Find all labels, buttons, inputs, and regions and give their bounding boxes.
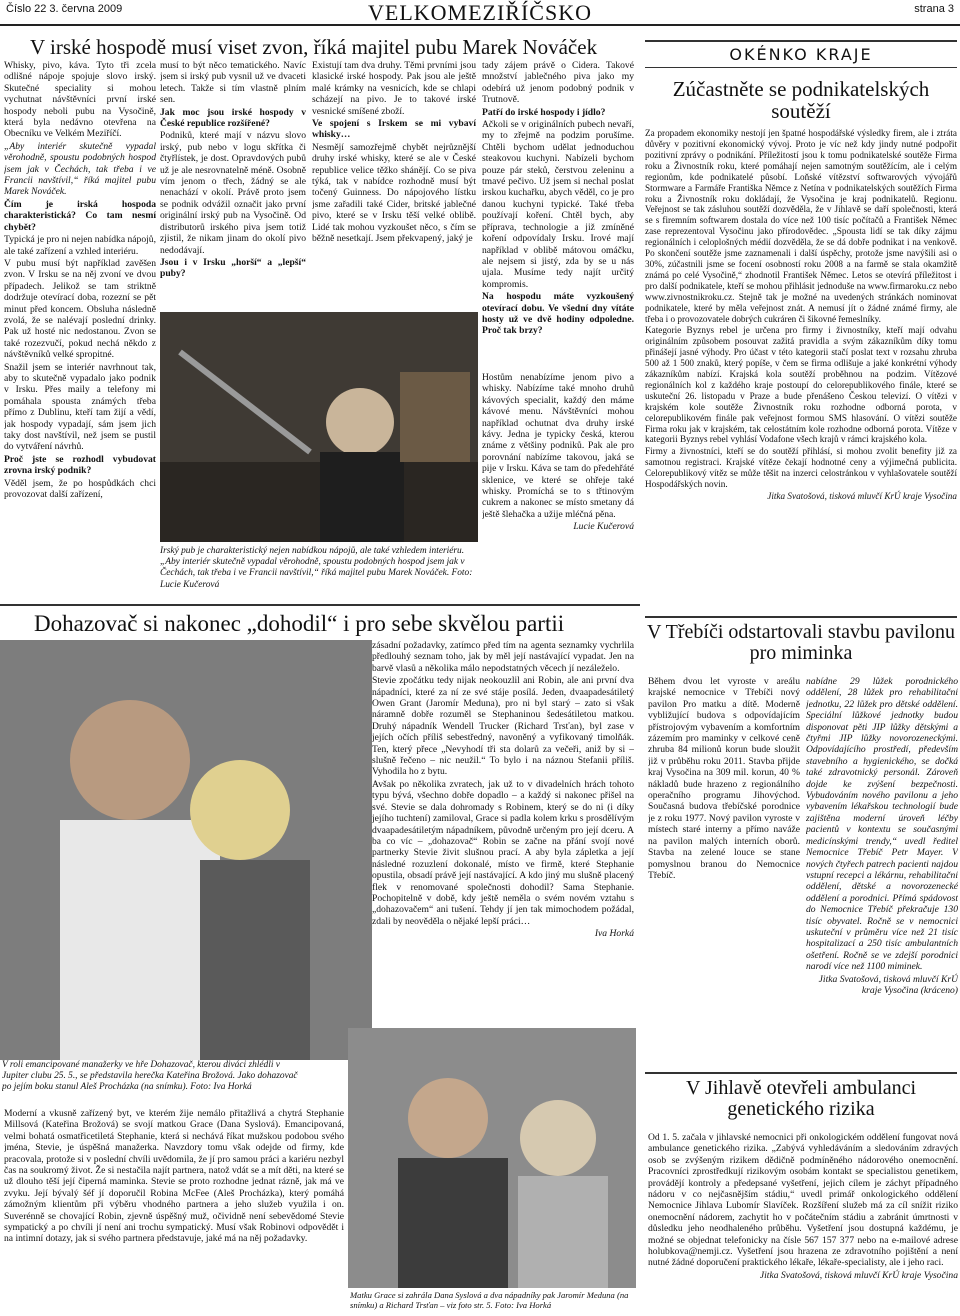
section-divider — [0, 604, 640, 606]
paragraph: Moderní a vkusně zařízený byt, ve kterém žije nemálo přitažlivá a chytrá Stephanie Millsová (Kateřina Brožová) se svojí matkou Grace (Dana Syslová). Emancipovaná, velmi bohatá osmatřicetiletá Stephanie, která si nechává říkat mužskou podobou svého jména, Stevie, je úspěšná manažerka. Navzdory tomu však odejde od firmy, kde pracovala, protože si v poslední chvíli uvědomila, že jí pro samou práci a kariéru nezbyl čas na soukromý život. Že si nestačila najít partnera, natož vdát se a mít děti, na které se už dlouho těší její čiperná maminka. Stevie se proto rozhodne jednat rázně, jak má ve zvyku. Její bývalý šéf jí doporučil Robina McFee (Aleš Procházka), který pomáhá zámožným klientům při výběru vhodného partnera a jeho služeb využila i on. Suverénně se chovající Robin, zjevně úspěšný muž, očividně není sebevědomé Stevie sympatický a po chvíli jí není ani trochu sympatický. Musí však Robinovi odpovědět i na intimní dotazy, jak si svého partnera představuje, jaké má na něj požadavky. — [4, 1108, 344, 1245]
paragraph: musí to být něco tematického. Navíc jsem si irský pub vysnil už ve dvaceti letech. Takže si tím vlastně plním sen. — [160, 60, 306, 106]
pub-interior-photo — [160, 312, 478, 542]
trebic-column-left — [648, 676, 800, 1056]
dohazovac-caption-2: Matku Grace si zahrála Dana Syslová a dva nápadníky pak Jaromír Meduna (na snímku) a Richard Trsťan – viz foto str. 5. Foto: Iva Horká — [350, 1290, 629, 1311]
pub-photo-caption: Irský pub je charakteristický nejen nabídkou nápojů, ale také vzhledem interiéru. „Aby interiér skutečně vypadal věrohodně, spoustu podobných hospod jsem jak v Čechách, tak třeba i ve Francii navštívil,“ říká majitel pubu Marek Nováček. Foto: Lucie Kučerová — [160, 546, 473, 590]
paragraph: Snažil jsem se interiér navrhnout tak, aby to skutečně vypadalo jako podnik v Irsku. Přes maily a telefony mi pomáhala spousta známých třeba přímo z Dublinu, kteří tam žijí a vědí, jak hospody vypadají, sám jsem jich taky dost navštívil, než jsem se pustil do vytváření návrhů. — [4, 361, 156, 453]
okenko-label: OKÉNKO KRAJE — [645, 40, 957, 68]
paragraph: nabídne 29 lůžek porodnického oddělení, 28 lůžek pro rehabilitační jednotku, 22 lůžek pro dětské oddělení. Speciální lůžkové jednotky budou disponovat pěti JIP lůžky dětskými a čtyřmi JIP lůžky novorozeneckými. Odpovídajícího prostředí, především stavebního a hygienického, se dočká také zdravotnický personál. Zároveň dojde ke zvýšení bezpečnosti. Vybudováním nového pavilonu a jeho vybavením lékařskou technologií bude zajištěna moderní úroveň léčby pacientů v kontextu se současnými medicínskými trendy,“ uvedl ředitel Nemocnice Třebíč Petr Mayer. V nových čtyřech patrech pacienti najdou vstupní recepci a lékárnu, rehabilitační oddělení, dětské a novorozenecké oddělení a porodnici. Přímá spádovost do Nemocnice Třebíč překračuje 130 tisíc obyvatel. Ročně se v nemocnici uskuteční v průměru více než 21 tisíc hospitalizací a 250 tisíc ambulantních ošetření. Ročně se ve zdejší porodnici narodí více než 1100 miminek. — [806, 676, 958, 973]
paragraph: V pubu musí být například zavěšen zvon. V Irsku se na něj zvoní ve dvou případech. Jelikož se tam striktně dodržuje otevírací doba, rozezní se pět minut před koncem. Obsluha následně zvolá, že se nalévají poslední drinky. Pak už hosté nic nedostanou. Zvon se také rozezvučí, pokud nechá někdo z návštěvníků velké spropitné. — [4, 257, 156, 361]
paragraph: Kategorie Byznys rebel je určena pro firmy i živnostníky, kteří mají odvahu originálním způsobem posouvat zažitá pravidla a svým zákazníkům díky tomu přinášejí jasné výhody. Pro účast v této kategorii stačí poslat text v rozsahu zhruba 500 až 1 500 znaků, který popíše, v čem se firma odlišuje a jaké konkrétní výhody zákazníkům nabízí. Krajská kola soutěží proběhnou na podzim. Vítězové regionálních kol z každého kraje postoupí do celorepublikového finále, které se uskuteční 26. listopadu v Praze a bude přenášeno Českou televizí. O vítězi v krajském kole soutěže Živnostník roku rozhodne odborná porota, v celorepublikovém finále pak veřejnost formou SMS hlasování. O vítězi soutěže Firma roku jak v krajském, tak celostátním kole rozhodne odborná porota. Vítěze v kategorii Byznys rebel vyhlásí Vodafone všech krajů v rámci krajského kola. — [645, 325, 957, 445]
paragraph: Ačkoli se v originálních pubech nevaří, my to zřejmě na podzim porušíme. Chtěli bychom udělat jednoduchou steakovou kuchyni. Nabízeli bychom pouze pár steků, čerstvou zeleninu a tmavé pečivo. Už jsem si nechal poslat irskou kuchařku, abych věděl, co je pro danou kuchyni typické. Také třeba používají koření. Chtěl bych, aby příprava, technologie a již zmíněné koření odpovídaly Irsku. Irové mají například v oblibě mátovou omáčku, ale nejsem si jistý, zda by se u nás ujala. Musíme tedy najít určitý kompromis. — [482, 119, 634, 290]
dohazovac-photo-1 — [0, 640, 372, 1060]
paragraph: Whisky, pivo, káva. Tyto tři zcela odlišné nápoje spojuje slovo irský. Skutečné speciality si mohou vychutnat návštěvníci první irské hospody neboli pubu na Vysočině, která byla nedávno otevřena na Obecníku ve Velkém Meziříčí. — [4, 60, 156, 140]
question: Proč jste se rozhodl vybudovat zrovna irský podnik? — [4, 453, 156, 477]
pub-column-3 — [312, 60, 476, 310]
okenko-headline: Zúčastněte se podnikatelských soutěží — [672, 77, 930, 124]
okenko-body — [645, 128, 957, 568]
question: Jsou i v Irsku „horší“ a „lepší“ puby? — [160, 256, 306, 280]
page-header — [0, 0, 960, 26]
paragraph: tady zájem právě o Cidera. Takové množství jablečného piva jako my odebírá už jenom podobný podnik v Trutnově. — [482, 60, 634, 106]
paragraph: Nesmějí samozřejmě chybět nejrůznější druhy irské whisky, které se ale v České republice velice těžko shánějí. Co se piva týká, tak v nabídce rozhodně musí být točený Guinness. Do nápojového lístku jsme zařadili také Cider, britské jablečné pivo, které se v Irsku těší velké oblibě. Lidé tak mohou vyzkoušet něco, s čím se běžně nesetkají. Jsem překvapený, jaký je — [312, 141, 476, 245]
paragraph: Hostům nenabízíme jenom pivo a whisky. Nabízíme také mnoho druhů kávových specialit, každý den máme kávové menu. Návštěvníci mohou například ochutnat dva druhy irské kávy. Jedna je typicky česká, kterou známe z většiny podniků. Pak ale pro porovnání nabízíme takovou, jaká se pije v Irsku. Káva se tam do předehřáté sklenice, ve které se ohřeje také whisky. Promíchá se to s třtinovým cukrem a nakonec se místo smetany dá ještě šlehačka a užije mléčná pěna. — [482, 372, 634, 520]
page-number: strana 3 — [914, 3, 954, 15]
paragraph: zásadní požadavky, zatímco před tím na agenta seznamky vychrlila předlouhý seznam toho, jak by měl její nastávající vypadat. Jen na barvě vlasů a několika málo nepodstatných věcech jí nezáleželo. — [372, 640, 634, 674]
pub-signature: Lucie Kučerová — [573, 521, 634, 533]
okenko-kraje-box — [645, 40, 957, 600]
pub-photo-illustration — [160, 312, 478, 542]
paragraph: Věděl jsem, že po hospůdkách chci provozovat další zařízení, — [4, 477, 156, 501]
quote-paragraph: „Aby interiér skutečně vypadal věrohodně, spoustu podobných hospod jsem jak v Čechách, tak třeba i ve Francii navštívil,“ říká majitel pubu Marek Nováček. — [4, 140, 156, 198]
pub-column-1 — [4, 60, 156, 588]
pub-column-4-bottom — [482, 372, 634, 582]
paragraph: Od 1. 5. začala v jihlavské nemocnici při onkologickém oddělení fungovat nová ambulance genetického rizika. „Zabývá vyhledáváním a sledováním zdravých osob se zvýšeným rizikem dědičně podmíněného nádorového onemocnění. Pracovníci zprostředkují rizikovým osobám kontakt se specialistou genetikem, provádějí kontroly a předepsané vyšetření, jejich cílem je záchyt případného nádoru v co nejčasnějším stádiu,“ uvedl primář onkologického oddělení Nemocnice Jihlava Lubomír Slavíček. Rozšíření služeb má za cíl snížit riziko onemocnění nádorem, zachytit ho v počátečním stádiu a zabránit úmrtnosti v důsledku jeho neodhaleného průběhu. Vyšetření jsou dostupná každému, je možné se objednat telefonicky na čísle 567 157 377 nebo na e-mailové adrese holubkova@nemji.cz. Vyšetření jsou hrazena ze zdravotního pojištění a není nutné žádné doporučení praktického lékaře, lékaře-specialisty, ale i jeho raci. — [648, 1132, 958, 1269]
trebic-column-right — [806, 676, 958, 1056]
pub-headline: V irské hospodě musí viset zvon, říká majitel pubu Marek Nováček — [30, 36, 598, 59]
okenko-signature: Jitka Svatošová, tisková mluvčí KrÚ kraje Vysočina — [767, 491, 957, 501]
jihlava-headline: V Jihlavě otevřeli ambulanci genetického rizika — [685, 1078, 917, 1120]
actors-photo-illustration — [0, 640, 372, 1060]
paragraph: Existují tam dva druhy. Těmi prvními jsou klasické irské hospody. Pak jsou ale ještě malé krámky na vesnicích, kde se chlapi scházejí na pivo. Je to takové irské vesnické smíšené zboží. — [312, 60, 476, 117]
question: Jak moc jsou irské hospody v České republice rozšířené? — [160, 106, 306, 130]
paragraph: Stevie zpočátku tedy nijak neokouzlil ani Robin, ale ani první dva nápadníci, které za ní ze své stáje posílá. Jeden, dvaapadesátiletý Owen Grant (Jaromír Meduna), pro ni byl starý – zato si však náramně dobře rozuměl se Stephaninou šedesátiletou matkou. Druhý nápadník Wendell Trucker (Richard Trsťan), byl zase v jejích očích příliš sebestředný, navoněný a vyfikovaný timolňák. Ten, který přece „Nevyhodí tři sta dolarů za večeři, aniž by si – slušně řečeno – nic neužil.“ To bylo i na náznou Stefanii příliš. Vyhodila ho z bytu. — [372, 675, 634, 778]
issue-info: Číslo 22 3. června 2009 — [6, 3, 123, 15]
actors-photo-2-illustration — [348, 1028, 636, 1288]
paragraph: Typická je pro ni nejen nabídka nápojů, ale také zařízení a vzhled interiéru. — [4, 234, 156, 257]
dohazovac-photo-2 — [348, 1028, 636, 1288]
section-divider — [645, 616, 957, 618]
paragraph: Firmy a živnostníci, kteří se do soutěží přihlásí, si mohou zvolit benefity již za samotnou registraci. Krajské vítěze čekají hodnotné ceny a výjimečná publicita. Celorepublikový vítěz se může těšit na inzerci celostránkou v vyhlašovatele soutěží Hospodářských novin. — [645, 446, 957, 490]
question: Patří do irské hospody i jídlo? — [482, 106, 606, 118]
trebic-headline: V Třebíči odstartovali stavbu pavilonu pro miminka — [646, 622, 956, 664]
newspaper-title: VELKOMEZIŘÍČSKO — [368, 0, 592, 25]
paragraph: Podniků, které mají v názvu slovo irský, pub nebo v logu skřítka či čtyřlístek, je dost. Opravdových pubů už je ale nesrovnatelně méně. Osobně vím jenom o třech, žádný se ale nenachází v okolí. Právě proto jsem se podnik odvážil označit jako první originální irský pub na Vysočině. Od distributorů irského piva jsem totiž zjistil, že nikam jinam do okolí pivo nedodávají. — [160, 130, 306, 256]
pub-column-2 — [160, 60, 306, 310]
trebic-signature: Jitka Svatošová, tisková mluvčí KrÚ kraje Vysočina (kráceno) — [818, 973, 958, 996]
pub-column-4-top — [482, 60, 634, 370]
jihlava-signature: Jitka Svatošová, tisková mluvčí KrÚ kraje Vysočina — [759, 1269, 958, 1281]
question: Čím je irská hospoda charakteristická? Co tam nesmí chybět? — [4, 198, 156, 233]
jihlava-body — [648, 1132, 958, 1314]
dohazovac-caption-1: V roli emancipované manažerky ve hře Dohazovač, kterou diváci zhlédli v Jupiter clubu 25. 5., se představila herečka Kateřina Brožová. Jako dohazovač po jejím boku stanul Aleš Procházka (na snímku). Foto: Iva Horká — [2, 1060, 298, 1093]
dohazovac-headline: Dohazovač si nakonec „dohodil“ i pro sebe skvělou partii — [34, 612, 565, 636]
question: Ve spojení s Irskem se mi vybaví whisky… — [312, 118, 476, 141]
paragraph: Avšak po několika zvratech, jak už to v divadelních hrách tohoto typu bývá, všechno dobře dopadlo – a každý si nakonec přišel na své. Stevie se dala dohromady s Robinem, který se do ni (i díky jejího tuchtení) zamiloval, Grace si padla kolem krku s prosdělívým dvaapadesátiletým nápadníkem, původně určeným pro její dceru. A ba co víc – „dohazovač“ Robin se začne na přání svojí nové partnerky Stevie živit slušnou prací. A aby byla zápletka a její následné rozuzlení dokonalé, místo ve firmě, které Stephanie opustila, obsadí právě její nastávající. A kdo jiný mu slušně placený flek v renomované společnosti dohodil? Sama Stephanie. Pochopitelně v době, kdy ještě neměla o svém novém vztahu s „dohazovačem“ ani tušení. Tehdy jí jen tak mimochodem požádal, zdali by neověděla o nějaké lepší práci… — [372, 778, 634, 927]
dohazovac-signature: Iva Horká — [594, 928, 634, 940]
dohazovac-bottom-column — [4, 1108, 344, 1314]
section-divider — [645, 1072, 957, 1074]
paragraph: Během dvou let vyroste v areálu krajské nemocnice v Třebíči nový pavilon Pro matku a dítě. Moderně vybližující budova s odpovídajícím přístrojovým vybavením a komfortním zázemím pro maminky v celkové ceně zhruba 84 milionů korun bude sloužit již v průběhu roku 2011. Stavba přijde kraj Vysočina na 309 mil. korun, 40 % nákladů bude hrazeno z regionálního operačního programu Jihovýchod. Současná budova třebíčské porodnice je z roku 1977. Nový pavilon vyroste v místech staré interny a přímo naváže na pavilon malých interních oborů. Stavba na zelené louce se stane pomyslnou branou do Nemocnice Třebíč. — [648, 676, 800, 881]
question: Na hospodu máte vyzkoušený otevírací dobu. Ve všední dny vítáte hosty už ve dvě hodiny odpoledne. Proč tak brzy? — [482, 291, 634, 337]
paragraph: Za propadem ekonomiky nestojí jen špatné hospodářské výsledky firem, ale i ztráta důvěry v pozitivní ekonomický vývoj. Proto je víc než kdy jindy nutné podpořit pozitivní zprávy o podnikání. Příležitostí jsou k tomu podnikatelské soutěže Firma roku a Živnostník roku, které pomáhají nejen samotným soutěžícím, ale i celým regionům, kde podnikatelé působí. Loňské vítězství softwarových vývojářů Stormware a Farmáře Františka Němce z Netína v podnikatelských soutěžích Firma roku a Živnostník roku dokládají, že Vysočina je kraj podnikatelů. Regionu. Veřejnost se tak zásluhou soutěží dozvěděla, že v Jihlavě se daří společnosti, která se s firemním softwarem dostala do více než 100 tisíc počítačů a František Němec zase reprezentoval Vysočinu jako přírodovědec. „Spousta lidí se tak díky zájmu regionálních i celoplošných médií dozvěděla, že se dá dobře podnikat i na venkově. Po skončení soutěže jsme zaznamenali i další úspěchy, protože jsme navýšili asi o 30%, zúčastnili jsme se focení osobností roku 2008 a na farmě se stala okamžitě známá po celé Vysočině,“ zhodnotil František Němec. Letos se otevírá příležitost i pro další podnikatele, kteří se mohou přihlásit jednoduše na www.firmaroku.cz nebo www.zivnostnikroku.cz. Stejně tak je možné na uvedených stránkách nominovat podnikatele, které by měla veřejnost znát. A nemusí jít o žádné známé firmy, ale třeba i o provozovatele dobrých cukráren či šikovné řemeslníky. — [645, 128, 957, 324]
dohazovac-column-3 — [372, 640, 634, 1020]
